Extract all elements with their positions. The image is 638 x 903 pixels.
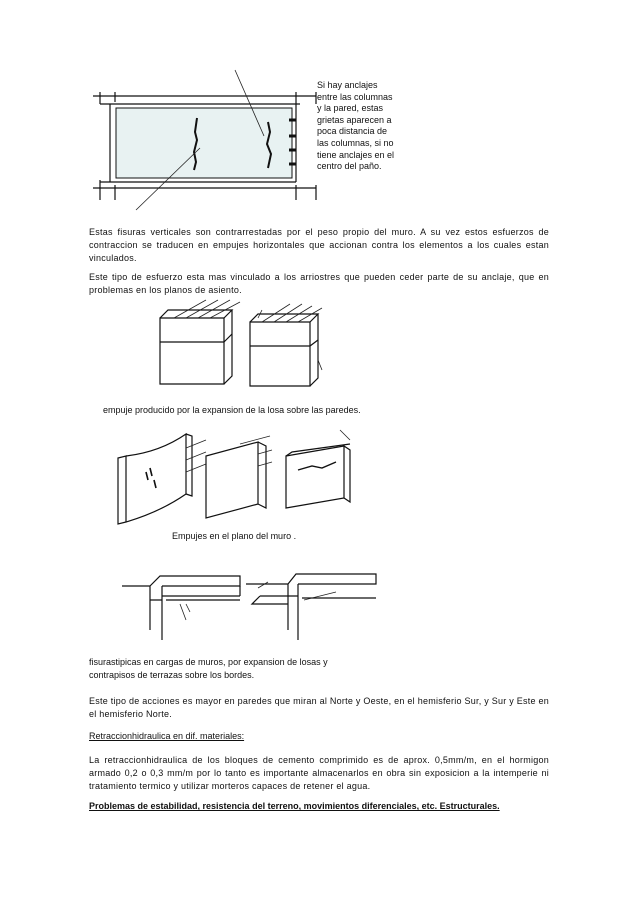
caption-empujes-plano: Empujes en el plano del muro . [172, 531, 297, 541]
caption-fisuras-tipicas-1: fisurastipicas en cargas de muros, por expansion de losas y [89, 657, 328, 667]
heading-problemas-estabilidad: Problemas de estabilidad, resistencia del terreno, movimientos diferenciales, etc. Estructurales. [89, 801, 500, 811]
heading-retraccion: Retraccionhidraulica en dif. materiales: [89, 731, 245, 741]
paragraph-esfuerzo: Este tipo de esfuerzo esta mas vinculado a los arriostres que pueden ceder parte de su anclaje, que en problemas en los planos de asiento. [89, 272, 549, 295]
paragraph-fisuras: Estas fisuras verticales son contrarrestadas por el peso propio del muro. A su vez estos esfuerzos de contraccion se traducen en empujes horizontales que accionan contra los elementos a los cuales estan vinculados. [89, 227, 549, 263]
paragraph-orientacion: Este tipo de acciones es mayor en paredes que miran al Norte y Oeste, en el hemisferio Sur, y Sur y Este en el hemisferio Norte. [89, 696, 549, 719]
caption-fisuras-tipicas-2: contrapisos de terrazas sobre los bordes. [89, 670, 255, 680]
figure-note: Si hay anclajes entre las columnas y la pared, estas grietas aparecen a poca distancia de las columnas, si no tiene anclajes en el centro del paño. [317, 80, 395, 172]
paragraph-retraccion: La retraccionhidraulica de los bloques de cemento comprimido es de aprox. 0,5mm/m, en el hormigon armado 0,2 o 0,3 mm/m por lo tanto es importante almacenarlos en obra sin exposicion a la intemperie ni tratamiento termico y utilizar morteros capaces de retener el agua. [89, 755, 549, 791]
caption-empuje-losa: empuje producido por la expansion de la losa sobre las paredes. [103, 405, 361, 415]
